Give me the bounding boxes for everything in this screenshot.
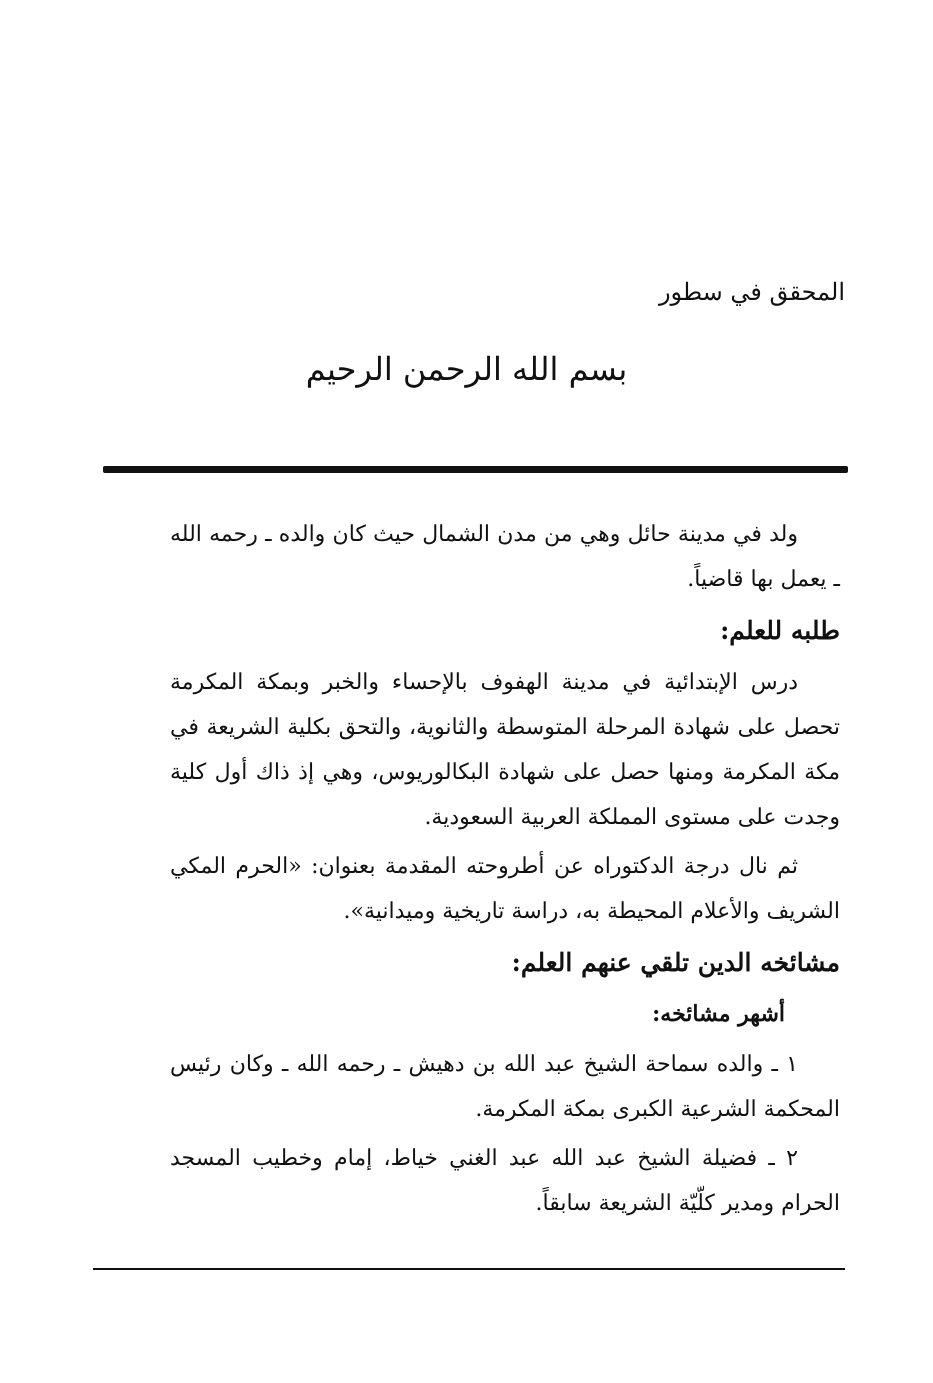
body-text bbox=[170, 512, 840, 1230]
doctorate-paragraph: ثم نال درجة الدكتوراه عن أطروحته المقدمة بعنوان: «الحرم المكي الشريف والأعلام المحيطة به، دراسة تاريخية وميدانية». bbox=[170, 854, 840, 924]
studies-paragraph: درس الإبتدائية في مدينة الهفوف بالإحساء والخبر وبمكة المكرمة تحصل على شهادة المرحلة المتوسطة والثانوية، والتحق بكلية الشريعة في مكة المكرمة ومنها حصل على شهادة البكالوريوس، وهي إذ ذاك أول كلية وجدت على مستوى المملكة العربية السعودية. bbox=[170, 670, 840, 830]
header-divider bbox=[103, 466, 848, 473]
basmala: بسم الله الرحمن الرحيم bbox=[305, 350, 628, 388]
footer-divider bbox=[93, 1268, 845, 1270]
intro-paragraph: ولد في مدينة حائل وهي من مدن الشمال حيث كان والده ـ رحمه الله ـ يعمل بها قاضياً. bbox=[170, 522, 840, 592]
running-header: المحقق في سطور bbox=[658, 278, 845, 306]
teacher-item-2: ٢ ـ فضيلة الشيخ عبد الله عبد الغني خياط، إمام وخطيب المسجد الحرام ومدير كلّيّة الشريعة سابقاً. bbox=[170, 1146, 840, 1216]
teacher-item-1: ١ ـ والده سماحة الشيخ عبد الله بن دهيش ـ رحمه الله ـ وكان رئيس المحكمة الشرعية الكبرى بمكة المكرمة. bbox=[170, 1052, 840, 1122]
section-heading-teachers: مشائخه الدين تلقي عنهم العلم: bbox=[511, 948, 840, 977]
subheading-famous-teachers: أشهر مشائخه: bbox=[652, 1001, 785, 1027]
section-heading-studies: طلبه للعلم: bbox=[720, 616, 840, 645]
